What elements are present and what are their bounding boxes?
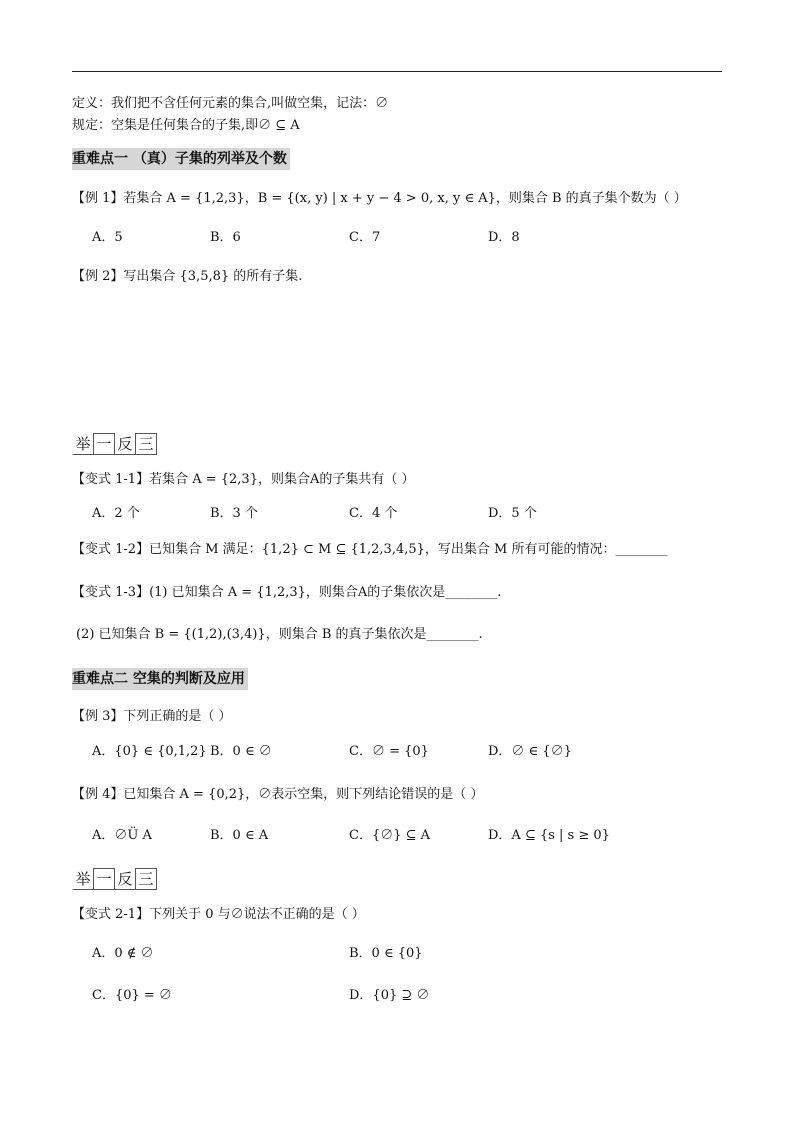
variant-2-1-text: 【变式 2-1】下列关于 0 与∅说法不正确的是（ ） — [72, 907, 365, 922]
example-1-option-d: D．8 — [488, 230, 520, 245]
example-3-option-a: A．{0} ∈ {0,1,2} — [92, 744, 207, 759]
example-4-text: 【例 4】已知集合 A = {0,2}，∅表示空集，则下列结论错误的是（ ） — [72, 787, 484, 802]
example-3-option-c: C．∅ = {0} — [349, 744, 429, 759]
example-1-text: 【例 1】若集合 A = {1,2,3}，B = {(x, y) | x + y − 4 > 0, x, y ∈ A}，则集合 B 的真子集个数为（ ） — [72, 191, 687, 206]
variant-1-3-text-2: (2) 已知集合 B = {(1,2),(3,4)}，则集合 B 的真子集依次是________. — [76, 627, 483, 642]
practice-char: 反 — [114, 868, 136, 890]
example-4-option-c: C．{∅} ⊆ A — [349, 828, 431, 843]
practice-char: 反 — [114, 433, 136, 455]
example-1-option-a: A．5 — [92, 230, 123, 245]
practice-header-2 — [72, 868, 156, 890]
example-1-option-c: C．7 — [349, 230, 381, 245]
variant-2-1-option-b: B．0 ∈ {0} — [349, 946, 423, 961]
practice-char: 三 — [135, 868, 157, 890]
example-3-option-d: D．∅ ∈ {∅} — [488, 744, 572, 759]
variant-1-1-option-d: D．5 个 — [488, 506, 537, 521]
example-2-text: 【例 2】写出集合 {3,5,8} 的所有子集. — [72, 269, 303, 284]
example-3-option-b: B．0 ∈ ∅ — [210, 744, 272, 759]
section-title-2: 重难点二 空集的判断及应用 — [72, 668, 248, 690]
header-rule — [72, 71, 722, 72]
practice-char: 一 — [93, 433, 115, 455]
variant-1-1-option-b: B．3 个 — [210, 506, 258, 521]
variant-2-1-option-c: C．{0} = ∅ — [92, 988, 172, 1003]
practice-char: 一 — [93, 868, 115, 890]
variant-2-1-option-a: A．0 ∉ ∅ — [92, 946, 154, 961]
practice-char: 举 — [72, 433, 94, 455]
practice-char: 举 — [72, 868, 94, 890]
example-1-option-b: B．6 — [210, 230, 241, 245]
definition-line: 定义：我们把不含任何元素的集合,叫做空集，记法：∅ — [72, 96, 389, 111]
variant-1-1-text: 【变式 1-1】若集合 A = {2,3}，则集合A的子集共有（ ） — [72, 472, 415, 487]
variant-1-1-option-a: A．2 个 — [92, 506, 140, 521]
variant-1-1-option-c: C．4 个 — [349, 506, 398, 521]
practice-header-1 — [72, 433, 156, 455]
practice-char: 三 — [135, 433, 157, 455]
rule-line: 规定：空集是任何集合的子集,即∅ ⊆ A — [72, 118, 300, 133]
example-4-option-d: D．A ⊆ {s | s ≥ 0} — [488, 828, 610, 843]
example-3-text: 【例 3】下列正确的是（ ） — [72, 709, 232, 724]
variant-2-1-option-d: D．{0} ⊇ ∅ — [349, 988, 430, 1003]
example-4-option-b: B．0 ∈ A — [210, 828, 269, 843]
variant-1-2-text: 【变式 1-2】已知集合 M 满足：{1,2} ⊂ M ⊆ {1,2,3,4,5}，写出集合 M 所有可能的情况：________ — [72, 542, 668, 557]
variant-1-3-text-1: 【变式 1-3】(1) 已知集合 A = {1,2,3}，则集合A的子集依次是________. — [72, 585, 502, 600]
example-4-option-a: A．∅Ü A — [92, 828, 152, 843]
section-title-1: 重难点一 （真）子集的列举及个数 — [72, 148, 290, 170]
